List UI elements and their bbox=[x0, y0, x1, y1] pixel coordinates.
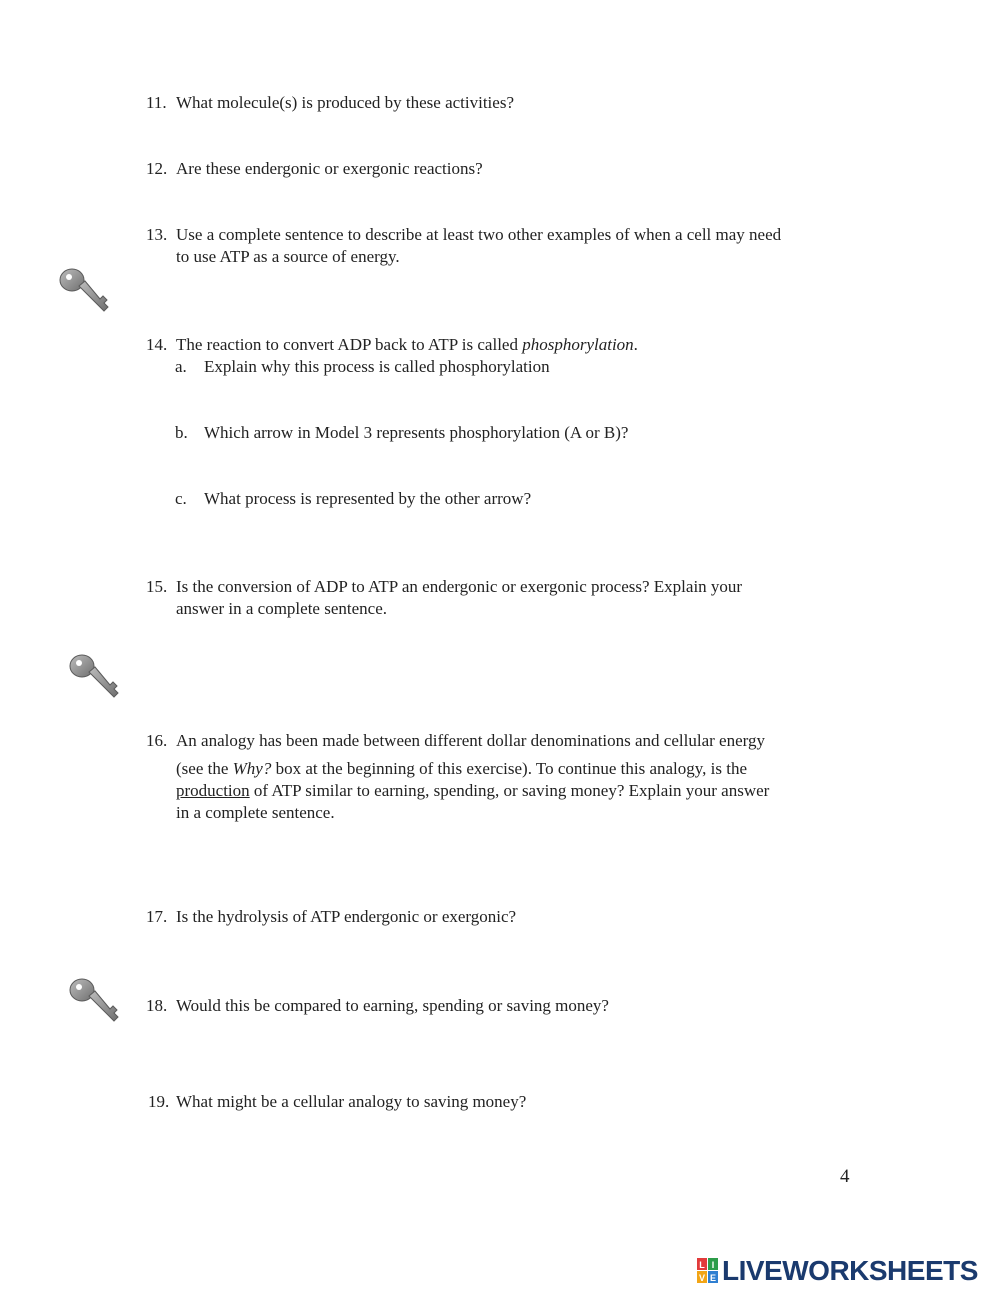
question-number: 18. bbox=[146, 996, 168, 1015]
question-text-line: in a complete sentence. bbox=[176, 803, 335, 822]
key-icon bbox=[68, 652, 122, 704]
question-text bbox=[176, 576, 742, 620]
question-text: Is the hydrolysis of ATP endergonic or exergonic? bbox=[176, 907, 517, 926]
key-icon bbox=[68, 976, 122, 1028]
liveworksheets-logo[interactable] bbox=[697, 1256, 978, 1286]
question-text-line: Use a complete sentence to describe at least two other examples of when a cell may need bbox=[176, 225, 782, 244]
sub-letter: a. bbox=[175, 357, 187, 376]
brand-name: LIVEWORKSHEETS bbox=[722, 1255, 978, 1286]
text-segment: box at the beginning of this exercise). To continue this analogy, is the bbox=[271, 759, 748, 778]
text-segment: of ATP similar to earning, spending, or saving money? Explain your answer bbox=[249, 781, 770, 800]
sub-letter: b. bbox=[175, 423, 188, 442]
term-phosphorylation: phosphorylation bbox=[522, 335, 634, 354]
question-number: 19. bbox=[148, 1092, 170, 1111]
text-segment: . bbox=[633, 335, 638, 354]
question-text: What might be a cellular analogy to saving money? bbox=[176, 1092, 527, 1111]
question-number: 16. bbox=[146, 731, 168, 750]
underlined-term: production bbox=[176, 781, 250, 800]
svg-text:L: L bbox=[699, 1260, 705, 1270]
question-text-line: Is the conversion of ADP to ATP an endergonic or exergonic process? Explain your bbox=[176, 577, 743, 596]
question-text bbox=[176, 334, 638, 356]
sub-text: Which arrow in Model 3 represents phosphorylation (A or B)? bbox=[204, 423, 629, 442]
svg-text:I: I bbox=[711, 1260, 715, 1270]
question-number: 17. bbox=[146, 907, 168, 926]
question-text bbox=[176, 730, 769, 824]
question-text: Would this be compared to earning, spending or saving money? bbox=[176, 996, 609, 1015]
text-segment: (see the bbox=[176, 759, 233, 778]
question-text-line: An analogy has been made between different dollar denominations and cellular energy bbox=[176, 731, 765, 750]
sub-text: What process is represented by the other arrow? bbox=[204, 489, 532, 508]
question-text-line bbox=[176, 758, 769, 780]
svg-text:V: V bbox=[698, 1273, 706, 1283]
question-text-line: answer in a complete sentence. bbox=[176, 599, 387, 618]
question-text: What molecule(s) is produced by these activities? bbox=[176, 93, 514, 112]
key-icon bbox=[58, 266, 112, 318]
why-box-reference: Why? bbox=[232, 759, 272, 778]
sub-letter: c. bbox=[175, 489, 187, 508]
liveworksheets-icon bbox=[697, 1258, 719, 1284]
question-number: 13. bbox=[146, 225, 168, 244]
text-segment: The reaction to convert ADP back to ATP is called bbox=[176, 335, 523, 354]
sub-text: Explain why this process is called phosphorylation bbox=[204, 357, 550, 376]
question-number: 12. bbox=[146, 159, 168, 178]
question-number: 15. bbox=[146, 577, 168, 596]
question-text-line bbox=[176, 780, 769, 802]
question-number: 14. bbox=[146, 335, 168, 354]
question-text: Are these endergonic or exergonic reactions? bbox=[176, 159, 483, 178]
question-text bbox=[176, 224, 781, 268]
page-number: 4 bbox=[840, 1166, 850, 1187]
question-number: 11. bbox=[146, 93, 167, 112]
svg-text:E: E bbox=[709, 1273, 717, 1283]
question-text-line: to use ATP as a source of energy. bbox=[176, 247, 400, 266]
